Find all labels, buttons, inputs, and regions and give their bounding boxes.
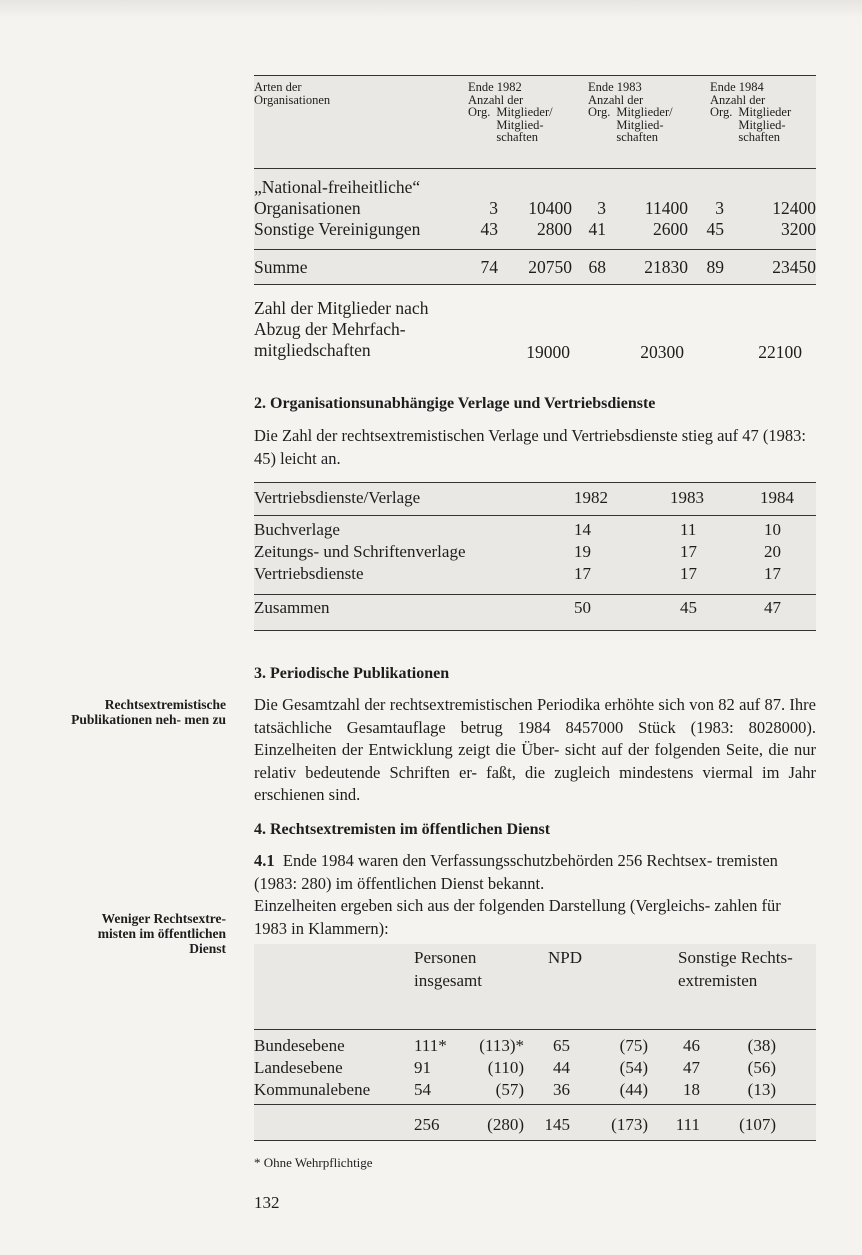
table2-total-row: Zusammen 50 45 47 <box>254 598 781 617</box>
section3-margin-note: Rechtsextremistische Publikationen neh- men zu <box>71 697 226 727</box>
section3-text: Die Gesamtzahl der rechtsextremistischen Periodika erhöhte sich von 82 auf 87. Ihre tatsächliche Gesamtauflage betrug 1984 8457000 Stück (1983: 8028000). Einzelheiten der Entwicklung zeigt die Über- sicht auf der folgenden Seite, die nur relativ bedeutende Schriften er- faßt, die zugleich mindestens viermal im Jahr erschienen sind. <box>254 695 816 804</box>
table3-header-sonstige: Sonstige Rechts- extremisten <box>678 948 793 990</box>
table1-note-label: Zahl der Mitglieder nach Abzug der Mehrfach- mitgliedschaften <box>254 298 429 360</box>
table-row: Landesebene 91 (110) 44 (54) 47 (56) <box>254 1058 776 1077</box>
table3-header-rule <box>254 1029 816 1030</box>
table1-year-1982: Ende 1982 Anzahl der Org. Mitglieder/ Mitglied- schaften <box>468 80 553 144</box>
table1-col-header: Arten der Organisationen <box>254 80 331 107</box>
table2-header-row: Vertriebsdienste/Verlage 1982 1983 1984 <box>254 488 794 507</box>
table1-top-rule <box>254 75 816 76</box>
section2-text: Die Zahl der rechtsextremistischen Verlage und Vertriebsdienste stieg auf 47 (1983: 45) leicht an. <box>254 426 806 468</box>
table3-header-personen: Personen insgesamt <box>414 948 482 990</box>
table2-bottom-rule <box>254 630 816 631</box>
table-row: Buchverlage 14 11 10 <box>254 520 781 539</box>
section2-heading: 2. Organisationsunabhängige Verlage und Vertriebsdienste <box>254 395 656 412</box>
section4-margin-note: Weniger Rechtsextre- misten im öffentlichen Dienst <box>97 911 226 956</box>
table1-year-1984: Ende 1984 Anzahl der Org. Mitglieder Mitglied- schaften <box>710 80 792 144</box>
section4-text1: 4.1 Ende 1984 waren den Verfassungsschutzbehörden 256 Rechtsex- tremisten (1983: 280) im öffentlichen Dienst bekannt. <box>254 851 778 893</box>
table1-body <box>254 177 816 278</box>
table1-header <box>254 81 816 144</box>
row-label-line1: „National-freiheitliche“ <box>254 177 421 197</box>
table-row: Vertriebsdienste 17 17 17 <box>254 564 781 583</box>
table3-bottom-rule <box>254 1140 816 1141</box>
section4-text2: Einzelheiten ergeben sich aus der folgenden Darstellung (Vergleichs- zahlen für 1983 in Klammern): <box>254 896 781 938</box>
table3 <box>254 1035 816 1136</box>
table-row <box>254 177 816 198</box>
table1-note-row: Zahl der Mitglieder nach Abzug der Mehrfach- mitgliedschaften 19000 20300 22100 <box>254 298 802 362</box>
table-row: Kommunalebene 54 (57) 36 (44) 18 (13) <box>254 1080 776 1099</box>
table2-top-rule <box>254 482 816 483</box>
table2 <box>254 487 816 619</box>
table-row-sum: Summe 74 20750 68 21830 89 23450 <box>254 257 816 277</box>
table3-total-row: 256 (280) 145 (173) 111 (107) <box>414 1115 776 1134</box>
section4-heading: 4. Rechtsextremisten im öffentlichen Dienst <box>254 821 551 838</box>
table-row: Organisationen 3 10400 3 11400 3 12400 <box>254 198 816 218</box>
table1-year-1983: Ende 1983 Anzahl der Org. Mitglieder/ Mitglied- schaften <box>588 80 673 144</box>
table1-header-rule <box>254 168 816 169</box>
footnote: * Ohne Wehrpflichtige <box>254 1155 373 1170</box>
page-number: 132 <box>254 1193 280 1212</box>
table-row: Zeitungs- und Schriftenverlage 19 17 20 <box>254 542 781 561</box>
page-edge <box>0 0 862 18</box>
table1-sum-bottom-rule <box>254 284 816 285</box>
table-row: Sonstige Vereinigungen 43 2800 41 2600 45 3200 <box>254 219 816 239</box>
table3-header-npd: NPD <box>548 948 583 967</box>
section3-heading: 3. Periodische Publikationen <box>254 665 450 682</box>
table-row: Bundesebene 111* (113)* 65 (75) 46 (38) <box>254 1036 776 1055</box>
